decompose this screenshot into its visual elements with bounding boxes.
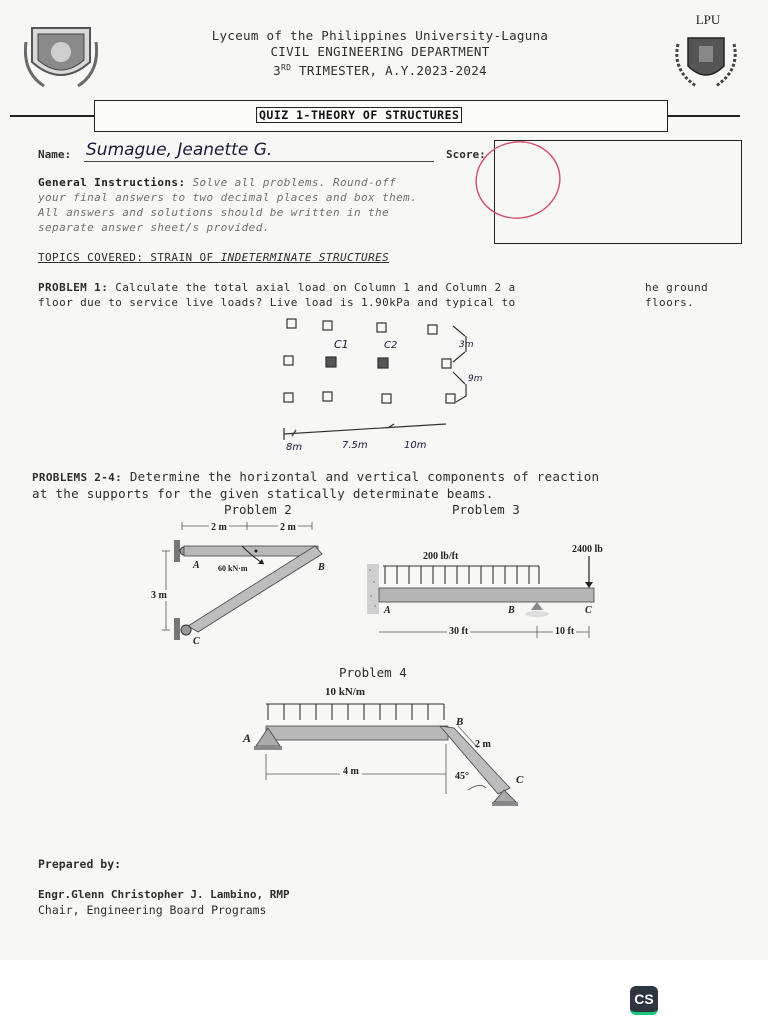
- p3-point-b: B: [508, 605, 515, 616]
- p2-point-b: B: [318, 562, 325, 573]
- score-underline: [494, 243, 640, 244]
- problem1-line-1: PROBLEM 1: Calculate the total axial load on Column 1 and Column 2 a: [38, 281, 516, 294]
- problem4-beam-figure: [240, 698, 530, 808]
- problem4-title: Problem 4: [339, 665, 407, 680]
- problem1-line-2-end: floors.: [645, 296, 695, 309]
- instructions-line-3: All answers and solutions should be written in the: [38, 206, 390, 219]
- p3-span1-label: 30 ft: [449, 626, 469, 637]
- topics-covered: TOPICS COVERED: STRAIN OF INDETERMINATE STRUCTURES: [38, 251, 390, 264]
- instructions-line-4: separate answer sheet/s provided.: [38, 221, 270, 234]
- dim-9m-label: 9m: [468, 374, 483, 384]
- department-name: CIVIL ENGINEERING DEPARTMENT: [270, 44, 490, 59]
- p3-point-a: A: [384, 605, 391, 616]
- p2-height-label: 3 m: [151, 590, 167, 601]
- problem3-title: Problem 3: [452, 502, 520, 517]
- score-label: Score:: [446, 148, 486, 161]
- school-name: Lyceum of the Philippines University-Laguna: [211, 28, 549, 43]
- name-underline: [84, 161, 434, 162]
- p3-span2-label: 10 ft: [555, 626, 575, 637]
- p3-point-c: C: [585, 605, 592, 616]
- p4-angle-label: 45°: [455, 771, 469, 782]
- p3-udl-label: 200 lb/ft: [423, 551, 459, 562]
- p4-point-c: C: [516, 774, 524, 786]
- p2-point-c: C: [193, 636, 200, 647]
- dim-8m-label: 8m: [286, 442, 303, 453]
- p2-dim-b: 2 m: [280, 522, 296, 533]
- p3-point-load-label: 2400 lb: [572, 544, 603, 555]
- problem3-beam-figure: [365, 548, 615, 648]
- instructions-line-1: General Instructions: Solve all problems. Round-off: [38, 176, 397, 189]
- problem1-column-layout-sketch: [270, 312, 500, 462]
- title-rule-right: [666, 115, 740, 117]
- problems24-line-1: PROBLEMS 2-4: Determine the horizontal and vertical components of reaction: [32, 469, 600, 484]
- p4-span-label: 4 m: [340, 766, 362, 777]
- term-line: 3RD TRIMESTER, A.Y.2023-2024: [273, 63, 487, 79]
- p4-point-a: A: [243, 731, 252, 745]
- problem2-frame-figure: [150, 520, 340, 660]
- preparer-name: Engr.Glenn Christopher J. Lambino, RMP: [38, 888, 290, 901]
- problem2-title: Problem 2: [224, 502, 292, 517]
- problem1-line-2: floor due to service live loads? Live load is 1.90kPa and typical to: [38, 296, 516, 309]
- problem1-line-1-end: he ground: [645, 281, 709, 294]
- lpu-logo-text: LPU: [695, 12, 721, 27]
- dim-10m-label: 10m: [404, 440, 427, 451]
- p4-member-length: 2 m: [475, 739, 491, 750]
- dim-3m-label: 3m: [459, 340, 474, 350]
- title-rule-left: [10, 115, 96, 117]
- dim-7-5m-label: 7.5m: [342, 440, 368, 451]
- scanner-app-badge-icon: CS: [630, 986, 658, 1015]
- university-seal-logo: [24, 22, 98, 90]
- p4-udl-label: 10 kN/m: [325, 686, 366, 698]
- column-2-label: C2: [384, 340, 398, 351]
- problems24-line-2: at the supports for the given statically determinate beams.: [32, 486, 494, 501]
- preparer-role: Chair, Engineering Board Programs: [38, 903, 267, 917]
- instructions-line-2: your final answers to two decimal places and box them.: [38, 191, 418, 204]
- quiz-title: QUIZ 1-THEORY OF STRUCTURES: [256, 107, 462, 123]
- p4-point-b: B: [456, 716, 464, 728]
- prepared-by-label: Prepared by:: [38, 857, 122, 871]
- student-name-handwritten: Sumague, Jeanette G.: [86, 140, 273, 160]
- score-circle-mark: [470, 134, 570, 229]
- p2-moment-label: 60 kN·m: [218, 564, 248, 573]
- column-1-label: C1: [334, 338, 349, 351]
- name-label: Name:: [38, 148, 72, 161]
- p2-point-a: A: [193, 560, 200, 571]
- p2-dim-a: 2 m: [211, 522, 227, 533]
